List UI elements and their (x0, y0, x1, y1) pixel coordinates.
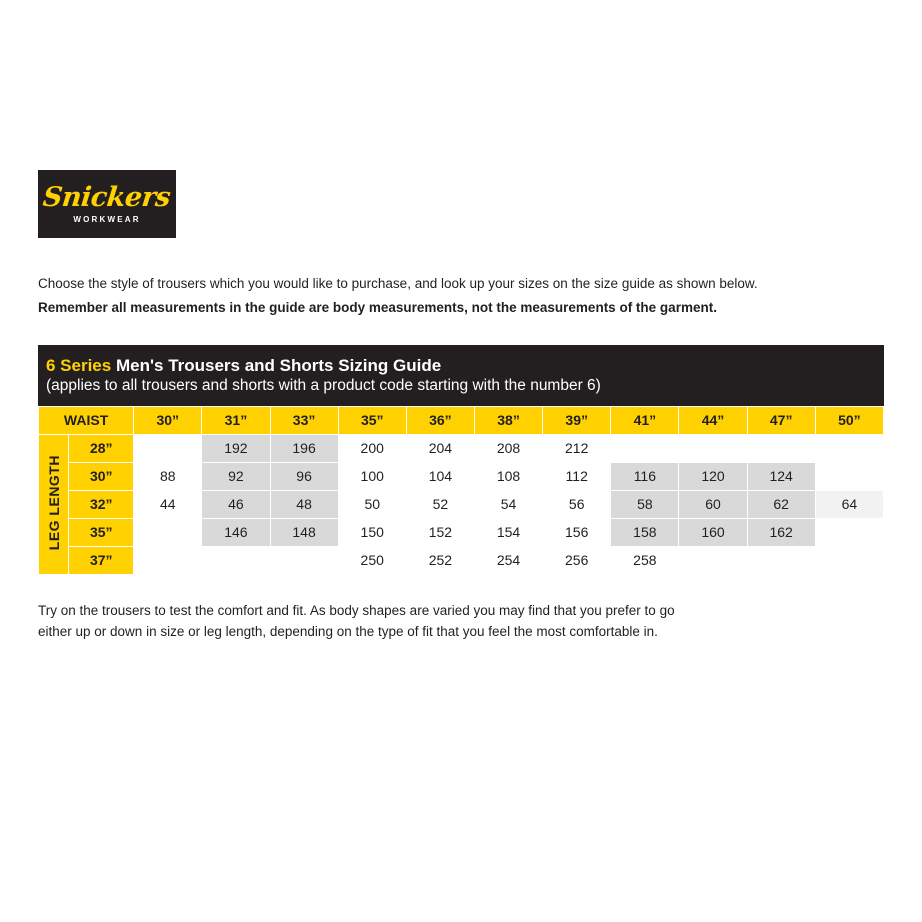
size-cell (270, 546, 338, 574)
waist-size-header: 39” (543, 406, 611, 434)
size-cell: 204 (406, 434, 474, 462)
leg-length-label: 32” (69, 490, 134, 518)
size-cell: 156 (543, 518, 611, 546)
table-row (39, 546, 884, 574)
size-cell: 44 (134, 490, 202, 518)
size-cell: 48 (270, 490, 338, 518)
size-cell: 212 (543, 434, 611, 462)
size-cell: 88 (134, 462, 202, 490)
size-cell: 146 (202, 518, 270, 546)
waist-size-header: 30” (134, 406, 202, 434)
size-cell: 54 (474, 490, 542, 518)
table-row (39, 490, 884, 518)
logo-subtext: WORKWEAR (73, 215, 141, 224)
size-cell (202, 546, 270, 574)
size-cell: 158 (611, 518, 679, 546)
sizing-guide-block (38, 345, 884, 575)
size-cell: 208 (474, 434, 542, 462)
waist-header: WAIST (39, 406, 134, 434)
table-row (39, 434, 884, 462)
size-cell: 250 (338, 546, 406, 574)
size-cell: 150 (338, 518, 406, 546)
size-cell (679, 434, 747, 462)
sizing-guide-series-label: 6 Series (46, 355, 112, 375)
size-cell (747, 546, 815, 574)
sizing-table (38, 406, 884, 575)
size-cell: 192 (202, 434, 270, 462)
waist-size-header: 31” (202, 406, 270, 434)
footer-text (38, 601, 884, 643)
size-cell: 196 (270, 434, 338, 462)
intro-line-2: Remember all measurements in the guide are body measurements, not the measurements of the garment. (38, 300, 717, 316)
sizing-guide-title-bar (38, 345, 884, 406)
size-cell: 62 (747, 490, 815, 518)
size-cell: 254 (474, 546, 542, 574)
footer-line-2: either up or down in size or leg length, depending on the type of fit that you feel the most comfortable in. (38, 623, 658, 639)
size-cell: 104 (406, 462, 474, 490)
size-cell: 58 (611, 490, 679, 518)
size-cell: 96 (270, 462, 338, 490)
size-cell: 152 (406, 518, 474, 546)
size-cell (815, 546, 883, 574)
size-cell: 100 (338, 462, 406, 490)
size-cell (815, 434, 883, 462)
waist-size-header: 38” (474, 406, 542, 434)
size-cell: 124 (747, 462, 815, 490)
size-cell: 120 (679, 462, 747, 490)
waist-size-header: 44” (679, 406, 747, 434)
size-cell: 112 (543, 462, 611, 490)
logo-wordmark: Snickers (41, 182, 173, 213)
size-cell: 52 (406, 490, 474, 518)
size-cell: 64 (815, 490, 883, 518)
table-row (39, 518, 884, 546)
table-row (39, 462, 884, 490)
footer-line-1: Try on the trousers to test the comfort and fit. As body shapes are varied you may find that you prefer to go (38, 602, 675, 618)
waist-size-header: 33” (270, 406, 338, 434)
waist-size-header: 35” (338, 406, 406, 434)
sizing-guide-subtitle: (applies to all trousers and shorts with a product code starting with the number 6) (46, 376, 601, 394)
size-cell (611, 434, 679, 462)
size-cell: 46 (202, 490, 270, 518)
size-cell (679, 546, 747, 574)
size-cell: 50 (338, 490, 406, 518)
leg-length-label: 28” (69, 434, 134, 462)
size-cell: 258 (611, 546, 679, 574)
size-cell: 252 (406, 546, 474, 574)
size-cell: 60 (679, 490, 747, 518)
size-cell (134, 518, 202, 546)
size-cell: 56 (543, 490, 611, 518)
size-cell (815, 518, 883, 546)
size-cell: 162 (747, 518, 815, 546)
waist-size-header: 36” (406, 406, 474, 434)
snickers-logo (38, 170, 176, 238)
document-content (38, 170, 884, 643)
size-cell (134, 434, 202, 462)
size-cell: 108 (474, 462, 542, 490)
size-cell: 154 (474, 518, 542, 546)
leg-length-legend-text: LEG LENGTH (45, 455, 62, 551)
waist-size-header: 47” (747, 406, 815, 434)
leg-length-legend (39, 434, 69, 574)
leg-length-label: 37” (69, 546, 134, 574)
size-cell: 160 (679, 518, 747, 546)
size-cell: 200 (338, 434, 406, 462)
size-cell (747, 434, 815, 462)
size-cell: 256 (543, 546, 611, 574)
table-header-row (39, 406, 884, 434)
waist-size-header: 41” (611, 406, 679, 434)
leg-length-label: 35” (69, 518, 134, 546)
size-cell: 116 (611, 462, 679, 490)
size-cell: 148 (270, 518, 338, 546)
size-cell (815, 462, 883, 490)
intro-line-1: Choose the style of trousers which you would like to purchase, and look up your sizes on the size guide as shown below. (38, 276, 758, 291)
waist-size-header: 50” (815, 406, 883, 434)
leg-length-label: 30” (69, 462, 134, 490)
size-cell (134, 546, 202, 574)
sizing-guide-title (46, 355, 876, 376)
sizing-guide-title-main: Men's Trousers and Shorts Sizing Guide (115, 355, 442, 375)
size-cell: 92 (202, 462, 270, 490)
